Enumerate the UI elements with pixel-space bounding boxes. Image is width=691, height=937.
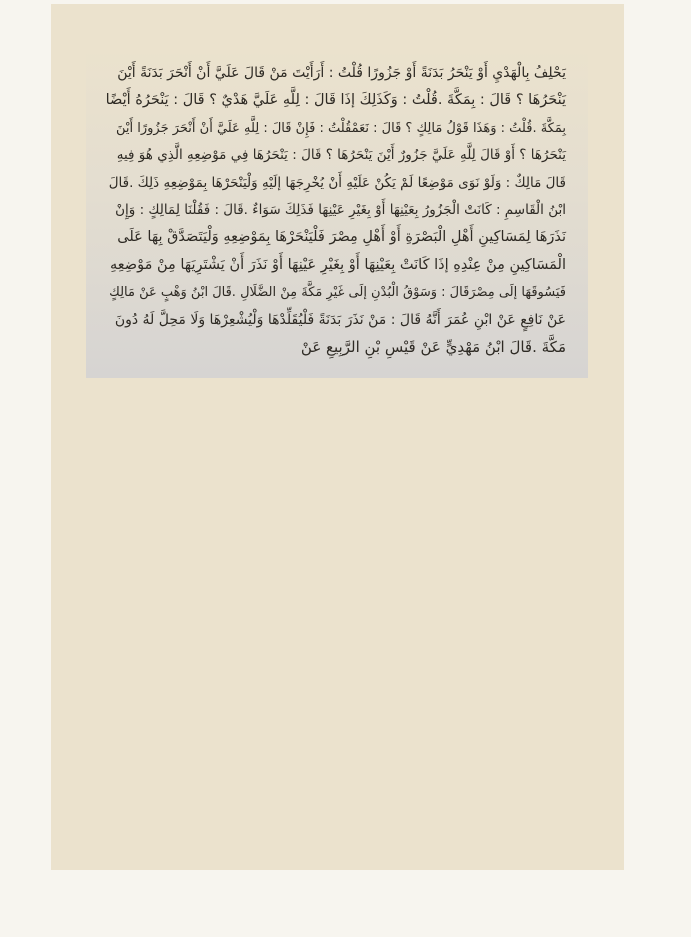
text-line: يَحْلِفُ بِالْهَدْيِ أَوْ يَنْحَرُ بَدَنَةً أَوْ جَزُورًا قُلْتُ : أَرَأَيْتَ مَنْ قَالَ عَلَيَّ أَنْ أَنْحَرَ بَدَنَةً أَيْنَ bbox=[117, 65, 566, 81]
text-line: مَكَّةَ .قَالَ ابْنُ مَهْدِيٍّ عَنْ قَيْسِ بْنِ الرَّبِيعِ عَنْ bbox=[300, 338, 566, 357]
text-line: عَنْ نَافِعٍ عَنْ ابْنِ عُمَرَ أَنَّهُ قَالَ : مَنْ نَذَرَ بَدَنَةً فَلْيُقَلِّدْهَا وَلْيُشْعِرْهَا وَلَا مَحِلَّ لَهُ دُونَ bbox=[114, 311, 566, 328]
text-line: بِمَكَّةَ .قُلْتُ : وَهَذَا قَوْلُ مَالِكٍ ؟ قَالَ : نَعَمْقُلْتُ : فَإِنْ قَالَ : لِلَّهِ عَلَيَّ أَنْ أَنْحَرَ جَزُورًا أَيْنَ bbox=[115, 120, 566, 136]
arabic-text-block bbox=[86, 48, 588, 378]
text-line: فَيَسُوقَهَا إلَى مِصْرَقَالَ : وَسَوْقُ الْبُدْنِ إلَى غَيْرِ مَكَّةَ مِنْ الضَّلَالِ .قَالَ ابْنُ وَهْبٍ عَنْ مَالِكٍ bbox=[109, 285, 566, 301]
text-line: ابْنُ الْقَاسِمِ : كَانَتْ الْجَزُورُ بِعَيْنِهَا أَوْ بِغَيْرِ عَيْنِهَا فَذَلِكَ سَوَاءٌ .قَالَ : فَقُلْنَا لِمَالِكٍ : وَإِنْ bbox=[115, 202, 566, 219]
text-line: نَذَرَهَا لِمَسَاكِينِ أَهْلِ الْبَصْرَةِ أَوْ أَهْلِ مِصْرَ فَلْيَنْحَرْهَا بِمَوْضِعِهِ وَلْيَتَصَدَّقْ بِهَا عَلَى bbox=[117, 229, 566, 246]
text-line: يَنْحَرُهَا ؟ قَالَ : بِمَكَّةَ .قُلْتُ : وَكَذَلِكَ إذَا قَالَ : لِلَّهِ عَلَيَّ هَدْيٌ ؟ قَالَ : يَنْحَرُهُ أَيْضًا bbox=[105, 92, 566, 109]
document-page bbox=[51, 4, 624, 870]
text-line: الْمَسَاكِينِ مِنْ عِنْدِهِ إذَا كَانَتْ بِعَيْنِهَا أَوْ بِغَيْرِ عَيْنِهَا أَوْ نَذَرَ أَنْ يَشْتَرِيَهَا مِنْ مَوْضِعِهِ bbox=[110, 256, 566, 273]
text-line: قَالَ مَالِكٌ : وَلَوْ نَوَى مَوْضِعًا لَمْ يَكُنْ عَلَيْهِ أَنْ يُخْرِجَهَا إلَيْهِ وَلْيَنْحَرْهَا بِمَوْضِعِهِ ذَلِكَ .قَالَ bbox=[108, 174, 566, 191]
text-line: يَنْحَرُهَا ؟ أَوْ قَالَ لِلَّهِ عَلَيَّ جَزُورٌ أَيْنَ يَنْحَرُهَا ؟ قَالَ : يَنْحَرُهَا فِي مَوْضِعِهِ الَّذِي هُوَ فِيهِ bbox=[116, 147, 566, 164]
